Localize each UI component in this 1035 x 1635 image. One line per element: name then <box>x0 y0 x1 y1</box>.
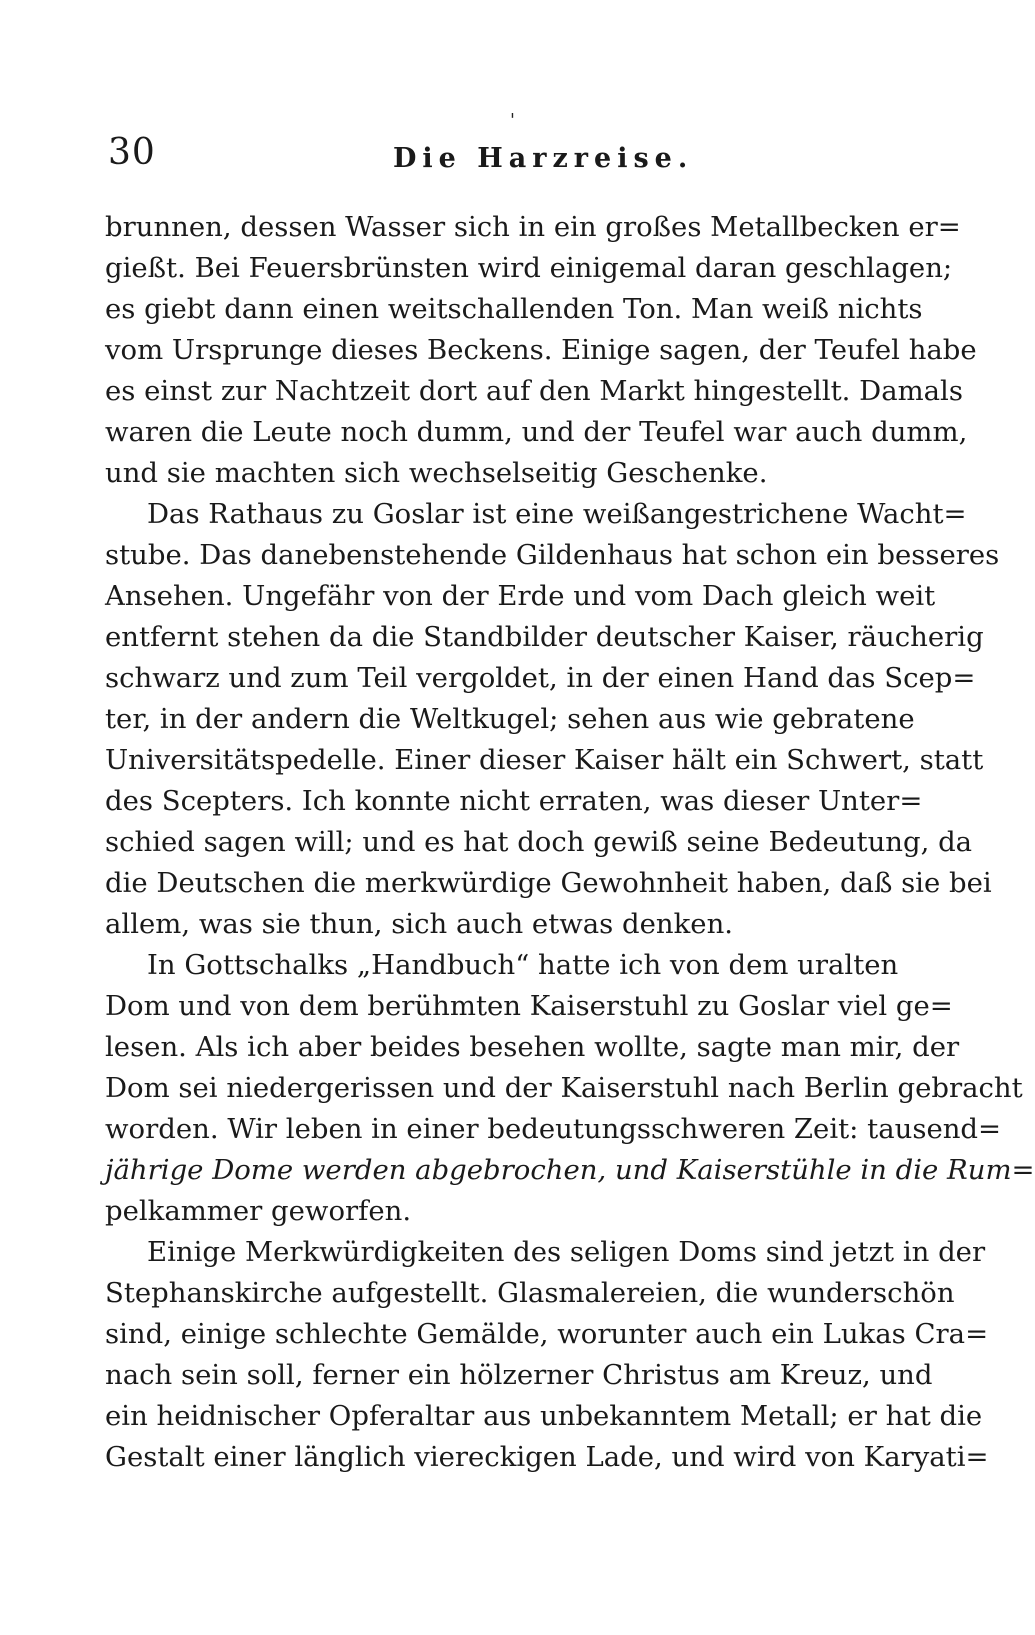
text-line: des Scepters. Ich konnte nicht erraten, was dieser Unter= <box>105 785 923 817</box>
text-line: entfernt stehen da die Standbilder deutscher Kaiser, räucherig <box>105 621 984 653</box>
page-header <box>108 132 938 185</box>
text-line: Dom und von dem berühmten Kaiserstuhl zu Goslar viel ge= <box>105 990 953 1022</box>
text-line: allem, was sie thun, sich auch etwas denken. <box>105 908 734 940</box>
text-line: schied sagen will; und es hat doch gewiß seine Bedeutung, da <box>105 826 973 858</box>
text-line: pelkammer geworfen. <box>105 1195 412 1227</box>
text-line: Universitätspedelle. Einer dieser Kaiser hält ein Schwert, statt <box>105 744 984 776</box>
text-line: Stephanskirche aufgestellt. Glasmalereien, die wunderschön <box>105 1277 955 1309</box>
text-line: lesen. Als ich aber beides besehen wollte, sagte man mir, der <box>105 1031 960 1063</box>
text-line: stube. Das danebenstehende Gildenhaus hat schon ein besseres <box>105 539 1000 571</box>
text-line: es giebt dann einen weitschallenden Ton. Man weiß nichts <box>105 293 923 325</box>
running-title: Die Harzreise. <box>393 143 694 174</box>
print-mark: ' <box>510 110 515 131</box>
text-line: es einst zur Nachtzeit dort auf den Markt hingestellt. Damals <box>105 375 963 407</box>
text-line: Gestalt einer länglich viereckigen Lade, und wird von Karyati= <box>105 1441 989 1473</box>
text-line: und sie machten sich wechselseitig Geschenke. <box>105 457 768 489</box>
text-line: worden. Wir leben in einer bedeutungsschweren Zeit: tausend= <box>105 1113 1002 1145</box>
body-text <box>105 207 1035 1478</box>
text-line: sind, einige schlechte Gemälde, worunter auch ein Lukas Cra= <box>105 1318 989 1350</box>
text-line: ein heidnischer Opferaltar aus unbekanntem Metall; er hat die <box>105 1400 983 1432</box>
page-number: 30 <box>108 132 156 173</box>
text-line: gießt. Bei Feuersbrünsten wird einigemal daran geschlagen; <box>105 252 953 284</box>
text-line: die Deutschen die merkwürdige Gewohnheit haben, daß sie bei <box>105 867 992 899</box>
text-line: vom Ursprunge dieses Beckens. Einige sagen, der Teufel habe <box>105 334 977 366</box>
text-line: jährige Dome werden abgebrochen, und Kaiserstühle in die Rum= <box>105 1154 1035 1186</box>
text-line: Das Rathaus zu Goslar ist eine weißangestrichene Wacht= <box>147 498 967 530</box>
text-line: Dom sei niedergerissen und der Kaiserstuhl nach Berlin gebracht <box>105 1072 1023 1104</box>
text-line: ter, in der andern die Weltkugel; sehen aus wie gebratene <box>105 703 915 735</box>
text-line: nach sein soll, ferner ein hölzerner Christus am Kreuz, und <box>105 1359 933 1391</box>
text-line: brunnen, dessen Wasser sich in ein großes Metallbecken er= <box>105 211 961 243</box>
text-line: In Gottschalks „Handbuch“ hatte ich von dem uralten <box>147 949 899 981</box>
text-line: Einige Merkwürdigkeiten des seligen Doms sind jetzt in der <box>147 1236 986 1268</box>
text-line: schwarz und zum Teil vergoldet, in der einen Hand das Scep= <box>105 662 976 694</box>
text-line: Ansehen. Ungefähr von der Erde und vom Dach gleich weit <box>105 580 936 612</box>
text-line: waren die Leute noch dumm, und der Teufel war auch dumm, <box>105 416 968 448</box>
